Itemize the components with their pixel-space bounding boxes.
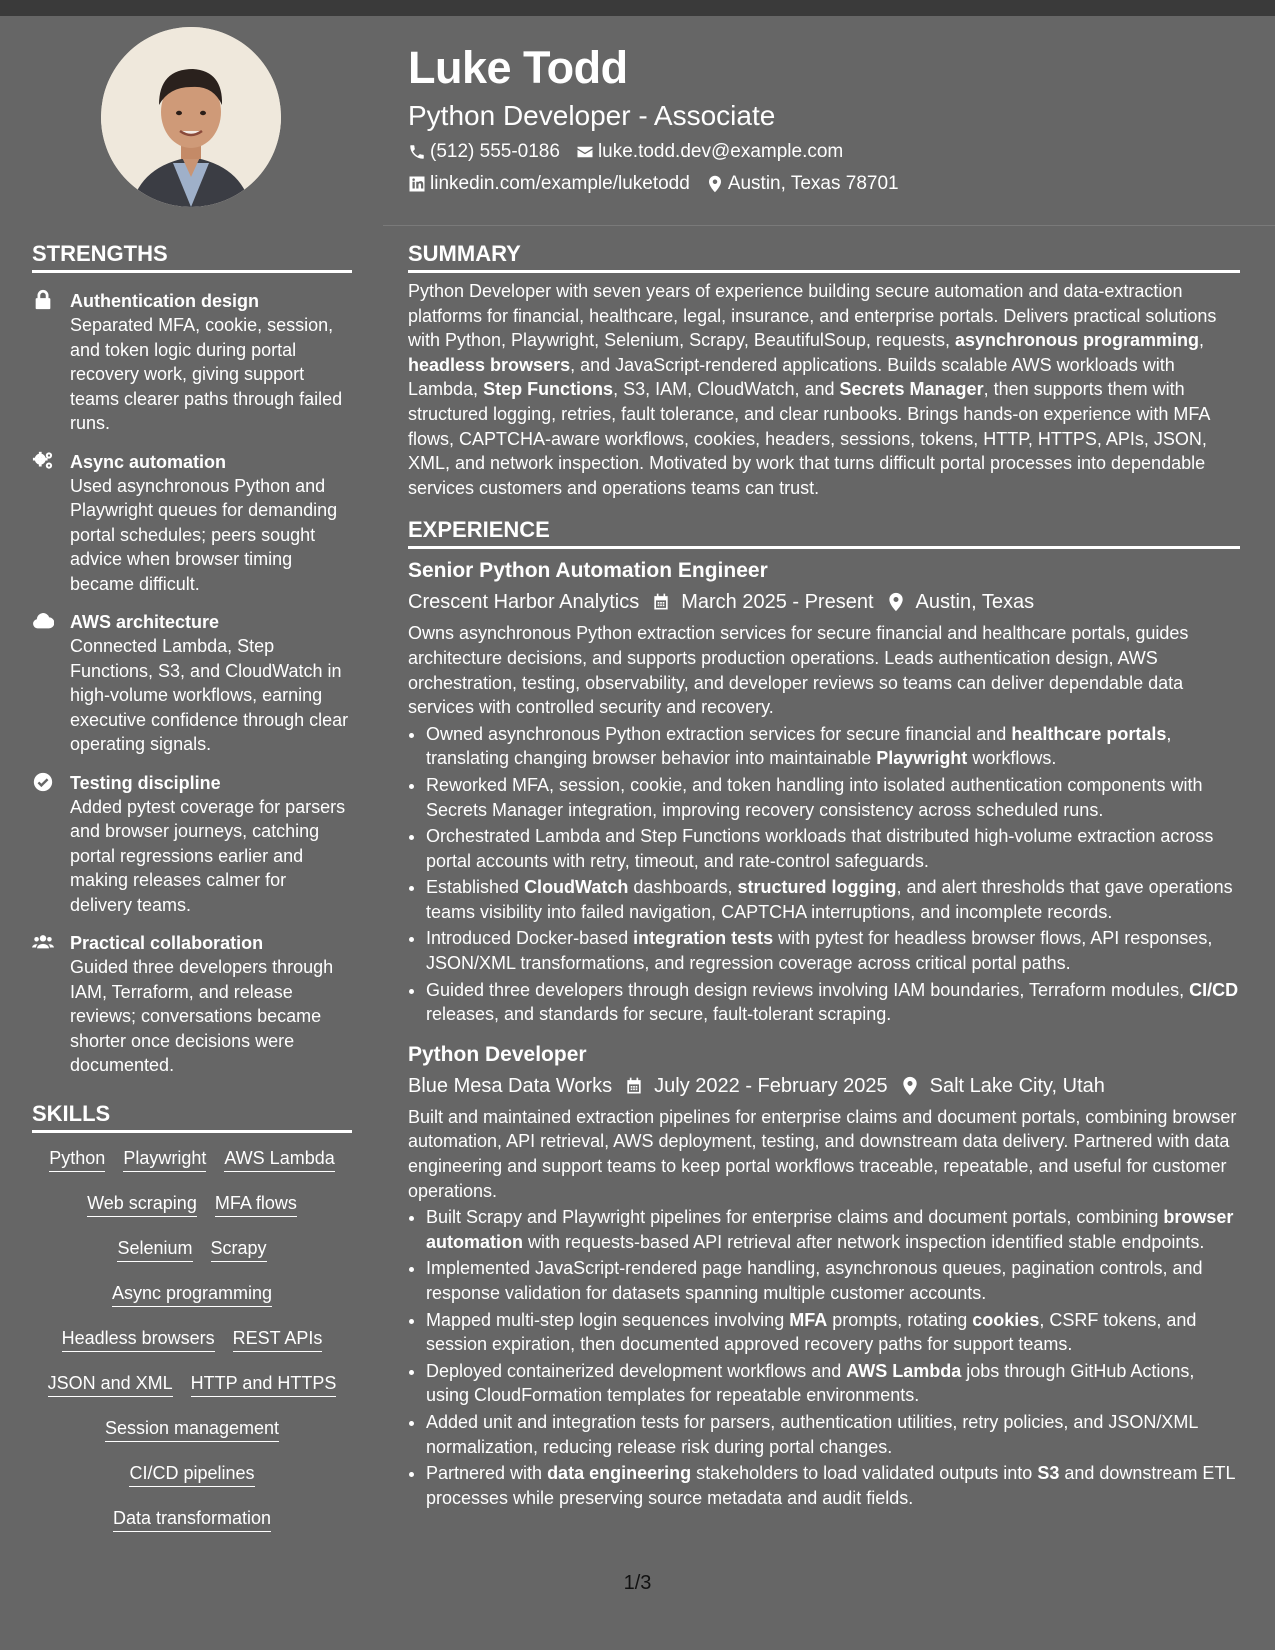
job-location: Salt Lake City, Utah	[929, 1074, 1105, 1097]
strength-text: Connected Lambda, Step Functions, S3, and CloudWatch in high-volume workflows, earning executive confidence through clear operating signals.	[70, 636, 349, 754]
skills-list	[32, 1147, 352, 1532]
users-icon	[32, 931, 54, 953]
skill-tag: Data transformation	[113, 1507, 271, 1532]
strength-title: Async automation	[70, 451, 227, 472]
strength-title: Authentication design	[70, 291, 259, 311]
contact-row-1	[408, 140, 1238, 164]
skill-tag: JSON and XML	[48, 1372, 173, 1397]
job-description: Owns asynchronous Python extraction services for secure financial and healthcare portals, guides architecture decisions, and supports production operations. Leads authentication design, AWS orchestration, testing, observability, and developer reviews so teams can deliver dependable data services with controlled security and recovery.	[408, 623, 1189, 718]
skill-row	[32, 1417, 352, 1442]
job-bullet: • Guided three developers through design reviews involving IAM boundaries, Terraform modules, CI/CD releases, and standards for secure, fault-tolerant scraping.	[426, 978, 1240, 1027]
resume-header	[408, 40, 1238, 196]
job-meta	[408, 589, 1240, 615]
cloud-icon	[32, 610, 54, 632]
candidate-title: Python Developer - Associate	[408, 100, 776, 131]
envelope-icon	[576, 143, 594, 161]
main-content	[408, 240, 1240, 1512]
strength-title: AWS architecture	[70, 612, 220, 632]
job-company: Crescent Harbor Analytics	[408, 591, 640, 614]
skill-tag: Web scraping	[87, 1192, 197, 1217]
skill-tag: Selenium	[117, 1237, 192, 1262]
lock-icon	[32, 289, 54, 311]
skills-heading: SKILLS	[32, 1100, 352, 1133]
candidate-name: Luke Todd	[408, 42, 628, 93]
email-text[interactable]: luke.todd.dev@example.com	[597, 141, 844, 162]
location-contact	[706, 172, 899, 196]
job-location: Austin, Texas	[915, 591, 1035, 614]
skill-tag: Scrapy	[211, 1237, 267, 1262]
check-circle-icon	[32, 771, 54, 793]
job-bullet: • Reworked MFA, session, cookie, and token handling into isolated authentication components with Secrets Manager integration, improving recovery consistency across scheduled runs.	[426, 773, 1240, 822]
skill-tag: Python	[49, 1147, 105, 1172]
job-bullet: • Implemented JavaScript-rendered page handling, asynchronous queues, pagination controls, and response validation for datasets spanning multiple customer accounts.	[426, 1256, 1240, 1305]
gears-icon	[32, 450, 54, 472]
linkedin-contact[interactable]	[408, 172, 690, 196]
map-pin-icon	[886, 592, 906, 612]
skill-row	[32, 1327, 352, 1352]
strength-title: Testing discipline	[70, 772, 221, 793]
skill-tag: MFA flows	[215, 1192, 297, 1217]
map-pin-icon	[900, 1076, 920, 1096]
strength-item	[32, 610, 352, 757]
strength-text: Separated MFA, cookie, session, and token logic during portal recovery work, giving support teams clearer paths through failed runs.	[70, 315, 343, 433]
header-divider	[383, 225, 1275, 226]
skill-row	[32, 1507, 352, 1532]
skill-row	[32, 1372, 352, 1397]
job-title: Senior Python Automation Engineer	[408, 559, 768, 583]
job-bullets	[408, 1205, 1240, 1510]
top-bar	[0, 0, 1275, 16]
job-entry	[408, 557, 1240, 1027]
page-number: 1/3	[623, 1572, 652, 1594]
summary-heading: SUMMARY	[408, 240, 1240, 273]
phone-contact	[408, 140, 560, 164]
skill-row	[32, 1282, 352, 1307]
summary-text: Python Developer with seven years of experience building secure automation and data-extraction platforms for financial, healthcare, legal, insurance, and enterprise portals. Delivers practical solutions with Python, Playwright, Selenium, Scrapy, BeautifulSoup, requests, asynchronous programming, headless browsers, and JavaScript-rendered applications. Builds scalable AWS workloads with Lambda, Step Functions, S3, IAM, CloudWatch, and Secrets Manager, then supports them with structured logging, retries, fault tolerance, and clear runbooks. Brings hands-on experience with MFA flows, CAPTCHA-aware workflows, cookies, headers, sessions, tokens, HTTP, HTTPS, APIs, JSON, XML, and network inspection. Motivated by work that turns difficult portal processes into dependable services customers and operations teams can trust.	[408, 281, 1217, 498]
sidebar	[32, 240, 352, 1552]
strength-title: Practical collaboration	[70, 933, 264, 953]
contact-row-2	[408, 172, 1238, 196]
job-bullet: • Mapped multi-step login sequences involving MFA prompts, rotating cookies, CSRF tokens, and session expiration, then documented approved recovery paths for support teams.	[426, 1308, 1240, 1357]
job-bullet: • Established CloudWatch dashboards, structured logging, and alert thresholds that gave operations teams visibility into failed navigation, CAPTCHA interruptions, and incomplete records.	[426, 875, 1240, 924]
job-bullet: • Orchestrated Lambda and Step Functions workloads that distributed high-volume extraction across portal accounts with retry, timeout, and rate-control safeguards.	[426, 824, 1240, 873]
job-bullet: • Partnered with data engineering stakeholders to load validated outputs into S3 and downstream ETL processes while preserving source metadata and audit fields.	[426, 1461, 1240, 1510]
job-bullet: • Deployed containerized development workflows and AWS Lambda jobs through GitHub Actions, using CloudFormation templates for repeatable environments.	[426, 1359, 1240, 1408]
skill-row	[32, 1237, 352, 1262]
strength-text: Added pytest coverage for parsers and browser journeys, catching portal regressions earlier and making releases calmer for delivery teams.	[70, 796, 346, 915]
strength-item	[32, 289, 352, 436]
strength-item	[32, 931, 352, 1078]
profile-photo	[101, 27, 281, 207]
job-title: Python Developer	[408, 1042, 587, 1066]
skill-tag: Session management	[105, 1417, 279, 1442]
strengths-heading: STRENGTHS	[32, 240, 352, 273]
job-bullet: • Built Scrapy and Playwright pipelines for enterprise claims and document portals, combining browser automation with requests-based API retrieval after network inspection identified stable endpoints.	[426, 1205, 1240, 1254]
strength-text: Used asynchronous Python and Playwright queues for demanding portal schedules; peers sought advice when browser timing became difficult.	[70, 475, 338, 594]
linkedin-icon	[408, 175, 426, 193]
skill-row	[32, 1462, 352, 1487]
job-bullet: • Added unit and integration tests for parsers, authentication utilities, retry policies, and JSON/XML normalization, reducing release risk during portal changes.	[426, 1410, 1240, 1459]
calendar-icon	[624, 1076, 644, 1096]
job-description: Built and maintained extraction pipelines for enterprise claims and document portals, combining browser automation, API retrieval, AWS deployment, testing, and downstream data delivery. Partnered with data engineering and support teams to keep portal workflows traceable, repeatable, and useful for customer operations.	[408, 1106, 1237, 1201]
strength-item	[32, 771, 352, 918]
job-bullets	[408, 722, 1240, 1027]
linkedin-text[interactable]: linkedin.com/example/luketodd	[430, 173, 690, 194]
email-contact[interactable]	[576, 140, 843, 164]
job-bullet: • Owned asynchronous Python extraction services for secure financial and healthcare portals, translating changing browser behavior into maintainable Playwright workflows.	[426, 722, 1240, 771]
job-entry	[408, 1041, 1240, 1511]
job-list	[408, 557, 1240, 1510]
job-dates: July 2022 - February 2025	[654, 1074, 888, 1097]
skill-tag: CI/CD pipelines	[129, 1462, 254, 1487]
job-company: Blue Mesa Data Works	[408, 1074, 613, 1097]
map-pin-icon	[706, 175, 724, 193]
job-dates: March 2025 - Present	[681, 591, 874, 614]
phone-text: (512) 555-0186	[430, 141, 560, 162]
job-meta	[408, 1073, 1240, 1099]
skill-tag: REST APIs	[233, 1327, 323, 1352]
calendar-icon	[651, 592, 671, 612]
job-bullet: • Introduced Docker-based integration tests with pytest for headless browser flows, API responses, JSON/XML transformations, and regression coverage across critical portal paths.	[426, 926, 1240, 975]
strength-item	[32, 450, 352, 597]
phone-icon	[408, 143, 426, 161]
experience-heading: EXPERIENCE	[408, 516, 1240, 549]
skill-row	[32, 1192, 352, 1217]
skill-row	[32, 1147, 352, 1172]
skill-tag: AWS Lambda	[224, 1147, 334, 1172]
skill-tag: Async programming	[112, 1282, 272, 1307]
location-text: Austin, Texas 78701	[727, 173, 899, 194]
strength-text: Guided three developers through IAM, Terraform, and release reviews; conversations became shorter once decisions were documented.	[70, 957, 334, 1075]
skill-tag: Playwright	[123, 1147, 206, 1172]
skill-tag: HTTP and HTTPS	[191, 1372, 337, 1397]
skill-tag: Headless browsers	[62, 1327, 215, 1352]
